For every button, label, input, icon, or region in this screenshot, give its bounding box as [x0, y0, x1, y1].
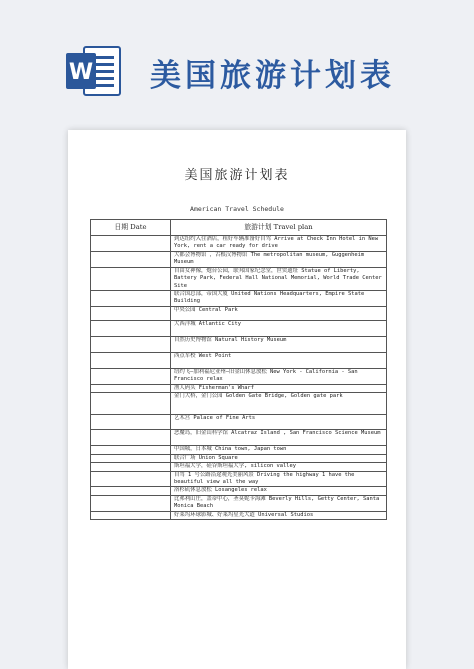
word-document-icon	[64, 44, 122, 98]
table-row	[91, 487, 387, 495]
plan-cell: 大都会博物馆 ，古根汉博物馆 The metropolitan museum, Guggenheim Museum	[171, 252, 387, 268]
table-row	[91, 446, 387, 454]
date-cell	[91, 446, 171, 454]
plan-cell: 联合国总部，帝国大厦 United Nations Headquarters, Empire State Building	[171, 291, 387, 307]
date-cell	[91, 267, 171, 290]
table-row	[91, 511, 387, 519]
table-row	[91, 430, 387, 446]
date-cell	[91, 463, 171, 471]
plan-cell: 斯坦福大学，硅谷斯坦福大学, silicon valley	[171, 463, 387, 471]
date-cell	[91, 415, 171, 430]
plan-cell: 比弗利山庄，盖蒂中心，圣莫妮卡海滩 Beverly Hills, Getty Center, Santa Monica Beach	[171, 495, 387, 511]
table-row	[91, 353, 387, 369]
date-cell	[91, 353, 171, 369]
date-cell	[91, 487, 171, 495]
plan-cell: 中央公园 Central Park	[171, 307, 387, 321]
table-row	[91, 236, 387, 252]
date-cell	[91, 291, 171, 307]
plan-cell: 自然历史博物馆 Natural History Museum	[171, 337, 387, 353]
table-row	[91, 463, 387, 471]
table-row	[91, 495, 387, 511]
table-row	[91, 471, 387, 487]
table-row	[91, 321, 387, 337]
table-row	[91, 369, 387, 385]
date-cell	[91, 236, 171, 252]
plan-cell: 艺术宫 Palace of Fine Arts	[171, 415, 387, 430]
date-cell	[91, 511, 171, 519]
date-cell	[91, 369, 171, 385]
plan-cell: 金门大桥，金门公园 Golden Gate Bridge, Golden gate park	[171, 393, 387, 415]
table-row	[91, 307, 387, 321]
date-column-header: 日期 Date	[91, 220, 171, 236]
plan-cell: 恶魔岛，旧金山科学馆 Alcatraz Island , San Francisco Science Museum	[171, 430, 387, 446]
date-cell	[91, 430, 171, 446]
date-cell	[91, 454, 171, 462]
table-row	[91, 415, 387, 430]
plan-cell: 洛杉矶休息放松 Losangeles relax	[171, 487, 387, 495]
date-cell	[91, 252, 171, 268]
header-banner	[0, 0, 474, 120]
table-row	[91, 385, 387, 393]
plan-column-header: 旅游计划 Travel plan	[171, 220, 387, 236]
plan-cell: 到达纽约入住酒店，租好车辆准备好自驾 Arrive at Check Inn Hotel in New York, rent a car ready for drive	[171, 236, 387, 252]
table-body	[91, 236, 387, 520]
table-header-row	[91, 220, 387, 236]
date-cell	[91, 307, 171, 321]
plan-cell: 联合广场 Union Square	[171, 454, 387, 462]
table-row	[91, 291, 387, 307]
date-cell	[91, 495, 171, 511]
date-cell	[91, 385, 171, 393]
table-row	[91, 252, 387, 268]
document-subtitle: American Travel Schedule	[190, 205, 284, 213]
travel-schedule-table	[90, 219, 387, 520]
plan-cell: 中国城，日本城 China town, Japan town	[171, 446, 387, 454]
table-row	[91, 454, 387, 462]
plan-cell: 好莱坞环球影城、好莱坞星光大道 Universal Studios	[171, 511, 387, 519]
plan-cell: 大西洋城 Atlantic City	[171, 321, 387, 337]
table-row	[91, 393, 387, 415]
table-row	[91, 267, 387, 290]
date-cell	[91, 471, 171, 487]
word-icon-letter: W	[68, 60, 94, 85]
plan-cell: 自由女神像，炮台公园，联邦国家纪念堂，世贸遗址 Statue of Liberty, Battery Park, Federal Hall National Memorial, World Trade Center Site	[171, 267, 387, 290]
date-cell	[91, 321, 171, 337]
document-title: 美国旅游计划表	[184, 168, 290, 183]
date-cell	[91, 337, 171, 353]
banner-title: 美国旅游计划表	[150, 58, 395, 94]
plan-cell: 纽约飞—加利福尼亚州—旧金山休息放松 New York - California - San Francisco relax	[171, 369, 387, 385]
plan-cell: 自驾 1 号公路沿途观光美丽风景 Driving the highway 1 have the beautiful view all the way	[171, 471, 387, 487]
table-row	[91, 337, 387, 353]
plan-cell: 西点军校 West Point	[171, 353, 387, 369]
date-cell	[91, 393, 171, 415]
document-page	[68, 130, 406, 669]
plan-cell: 渔人码头 Fisherman's Wharf	[171, 385, 387, 393]
